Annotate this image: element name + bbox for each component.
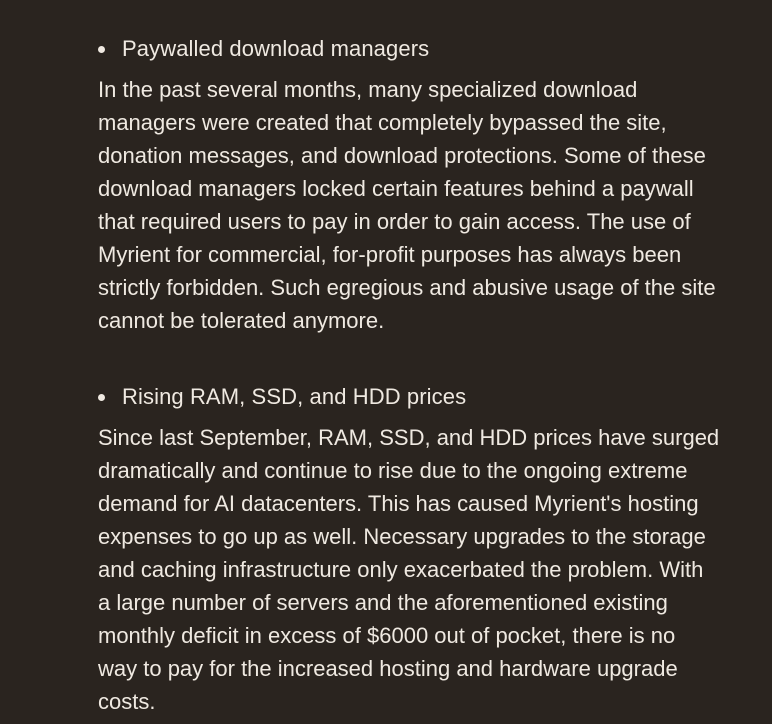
paragraph-line: cannot be tolerated anymore. — [98, 308, 385, 333]
paragraph-line: download managers locked certain features behind a paywall — [98, 176, 694, 201]
paragraph-line: Myrient for commercial, for-profit purposes has always been — [98, 242, 682, 267]
paragraph-line: costs. — [98, 689, 156, 714]
bullet-dot-icon — [98, 46, 105, 53]
bullet-dot-icon — [98, 394, 105, 401]
paragraph-line: way to pay for the increased hosting and hardware upgrade — [98, 656, 678, 681]
paragraph-line: managers were created that completely bypassed the site, — [98, 110, 667, 135]
paragraph-line: Since last September, RAM, SSD, and HDD prices have surged — [98, 425, 720, 450]
section-paywalled-download-managers — [98, 0, 748, 337]
bullet-heading — [98, 34, 748, 64]
paragraph-line: dramatically and continue to rise due to the ongoing extreme — [98, 458, 688, 483]
bullet-heading — [98, 382, 748, 412]
paragraph-line: monthly deficit in excess of $6000 out of pocket, there is no — [98, 623, 676, 648]
paragraph-line: strictly forbidden. Such egregious and abusive usage of the site — [98, 275, 716, 300]
section-paragraph — [98, 73, 758, 337]
section-paragraph — [98, 421, 758, 718]
paragraph-line: demand for AI datacenters. This has caused Myrient's hosting — [98, 491, 699, 516]
paragraph-line: expenses to go up as well. Necessary upgrades to the storage — [98, 524, 706, 549]
heading-text: Paywalled download managers — [122, 36, 430, 61]
section-rising-hardware-prices — [98, 337, 748, 718]
paragraph-line: donation messages, and download protections. Some of these — [98, 143, 706, 168]
paragraph-line: and caching infrastructure only exacerbated the problem. With — [98, 557, 704, 582]
heading-text: Rising RAM, SSD, and HDD prices — [122, 384, 467, 409]
paragraph-line: In the past several months, many specialized download — [98, 77, 638, 102]
paragraph-line: that required users to pay in order to gain access. The use of — [98, 209, 691, 234]
paragraph-line: a large number of servers and the aforementioned existing — [98, 590, 668, 615]
